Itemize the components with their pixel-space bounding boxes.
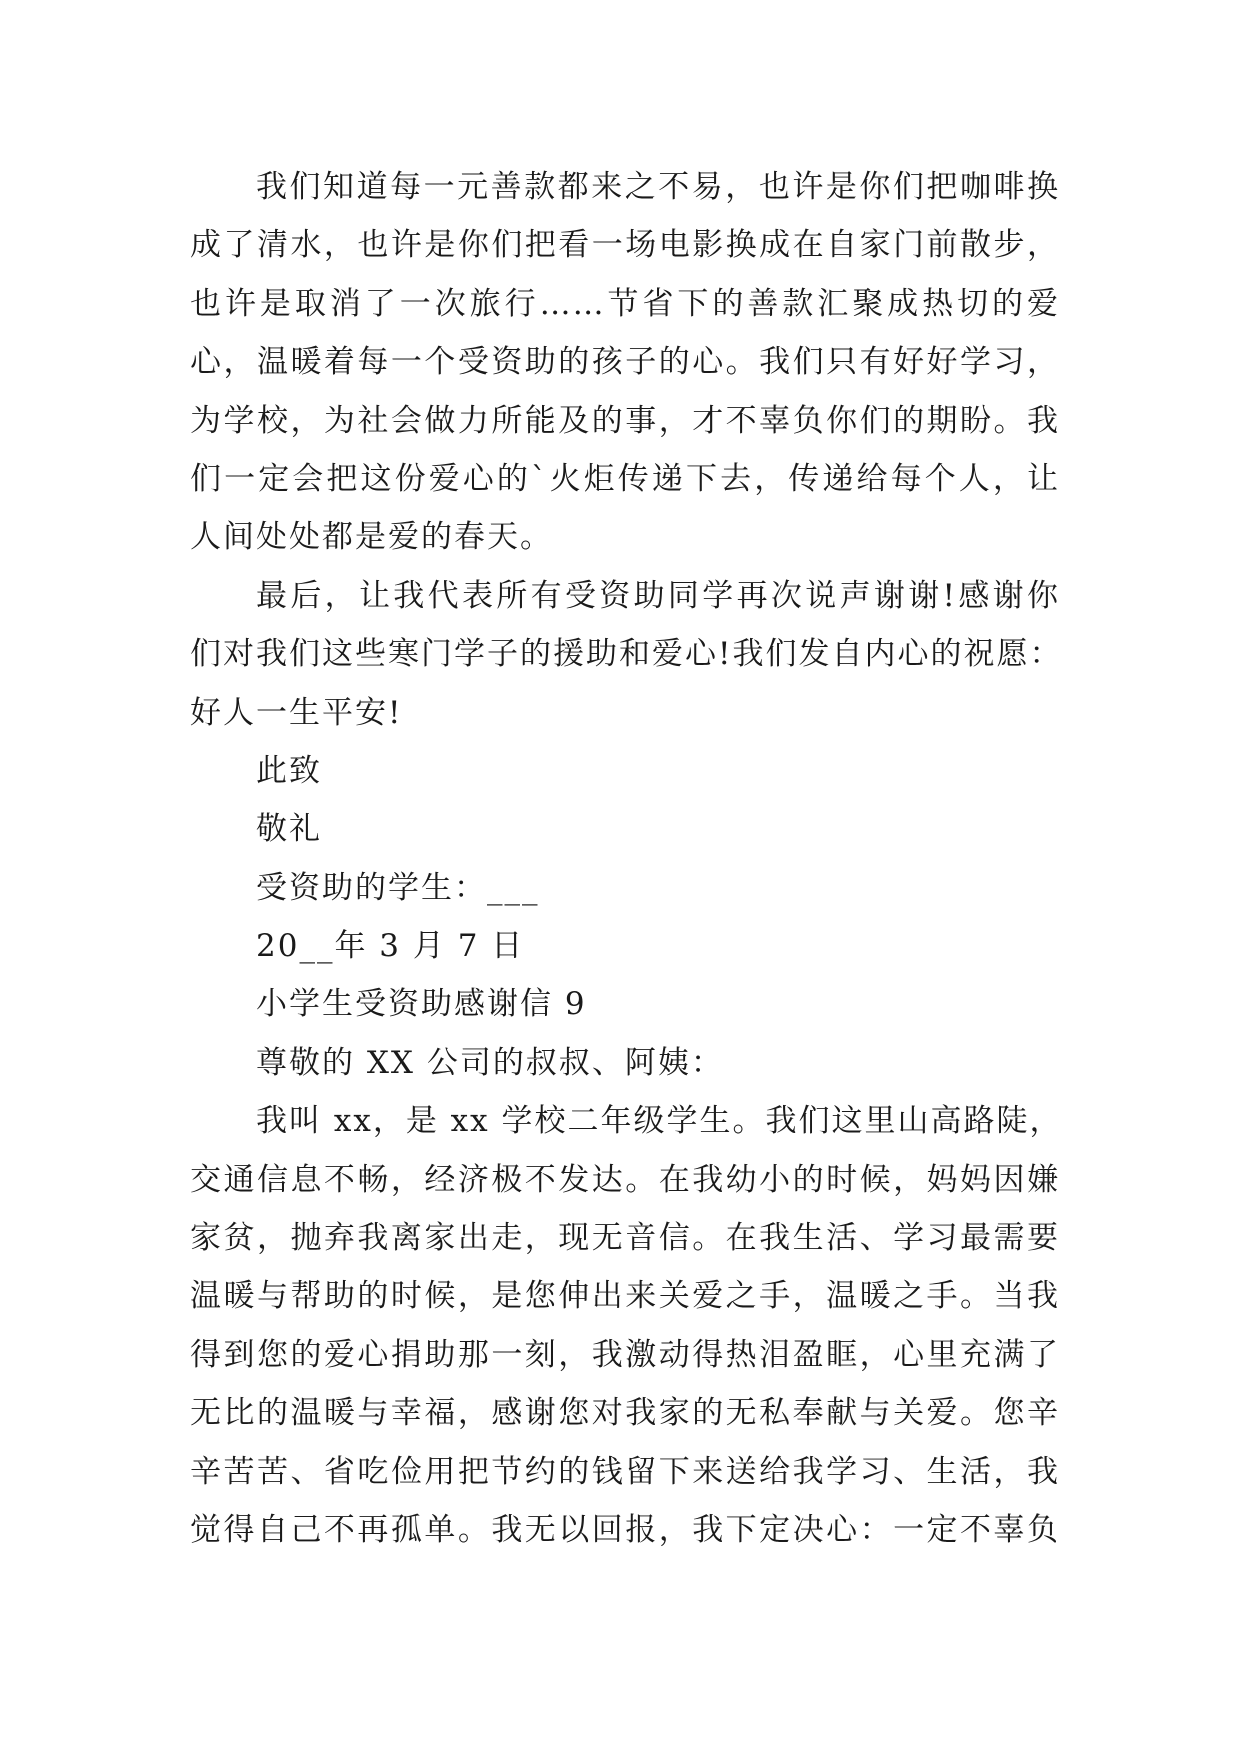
text-line: 人间处处都是爱的春天。 [190, 519, 553, 556]
text-line: 交通信息不畅，经济极不发达。在我幼小的时候，妈妈因嫌 [190, 1161, 1060, 1198]
closing-ci-zhi: 此致 [256, 752, 322, 789]
text-line: 觉得自己不再孤单。我无以回报，我下定决心：一定不辜负 [190, 1511, 1060, 1548]
text-line: 们一定会把这份爱心的`火炬传递下去，传递给每个人，让 [190, 460, 1060, 497]
text-line: 温暖与帮助的时候，是您伸出来关爱之手，温暖之手。当我 [190, 1278, 1060, 1315]
text-line: 成了清水，也许是你们把看一场电影换成在自家门前散步， [190, 227, 1060, 264]
text-line: 得到您的爱心捐助那一刻，我激动得热泪盈眶，心里充满了 [190, 1336, 1060, 1373]
salutation: 尊敬的 XX 公司的叔叔、阿姨： [256, 1044, 724, 1081]
closing-jing-li: 敬礼 [256, 811, 322, 848]
text-line: 我们知道每一元善款都来之不易，也许是你们把咖啡换 [256, 169, 1060, 205]
text-line: 家贫，抛弃我离家出走，现无音信。在我生活、学习最需要 [190, 1220, 1060, 1257]
paragraph-1 [190, 158, 1060, 567]
date-line: 20__年 3 月 7 日 [256, 928, 525, 965]
letter-title: 小学生受资助感谢信 9 [256, 986, 587, 1023]
text-line: 心，温暖着每一个受资助的孩子的心。我们只有好好学习， [190, 344, 1060, 381]
text-line: 无比的温暖与幸福，感谢您对我家的无私奉献与关爱。您辛 [190, 1395, 1060, 1432]
text-line: 们对我们这些寒门学子的援助和爱心!我们发自内心的祝愿： [190, 636, 1063, 673]
signature-line: 受资助的学生：___ [256, 869, 540, 906]
paragraph-3 [190, 1092, 1063, 1559]
text-line: 为学校，为社会做力所能及的事，才不辜负你们的期盼。我 [190, 402, 1060, 439]
text-line: 最后，让我代表所有受资助同学再次说声谢谢!感谢你 [256, 577, 1060, 614]
text-line: 我叫 xx，是 xx 学校二年级学生。我们这里山高路陡， [256, 1103, 1063, 1140]
text-line: 好人一生平安! [190, 694, 403, 731]
document-body [190, 158, 1063, 1559]
paragraph-2 [190, 567, 1063, 742]
text-line: 也许是取消了一次旅行……节省下的善款汇聚成热切的爱 [190, 285, 1060, 322]
text-line: 辛苦苦、省吃俭用把节约的钱留下来送给我学习、生活，我 [190, 1453, 1060, 1490]
